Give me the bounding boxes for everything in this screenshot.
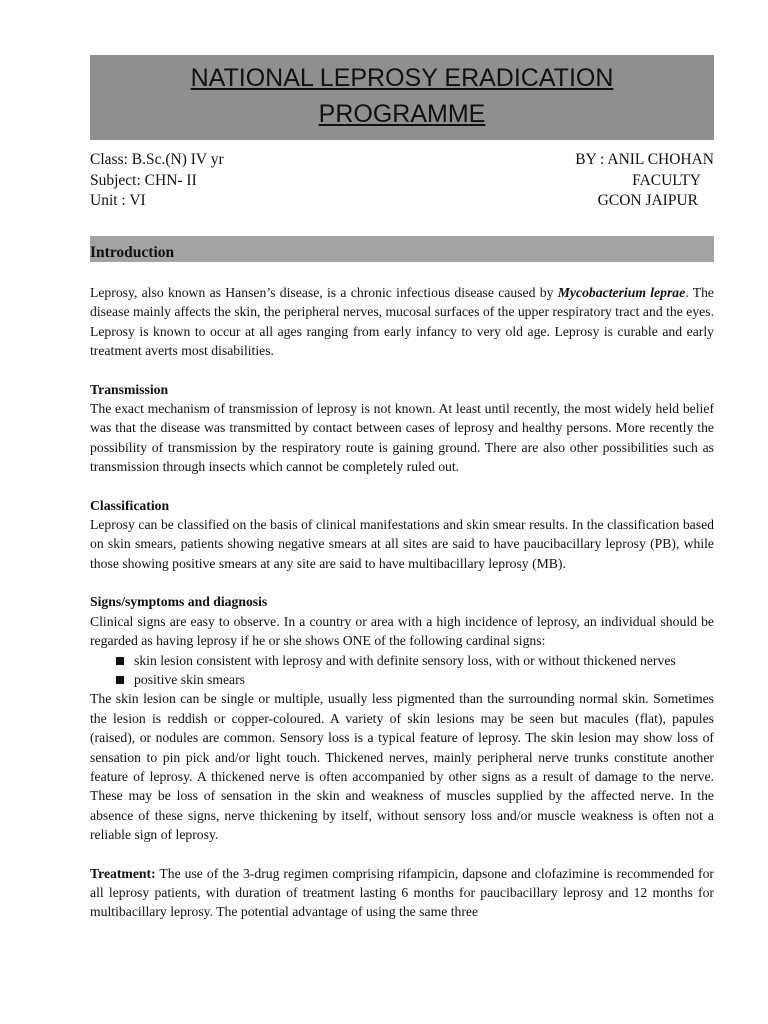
classification-heading: Classification [90,497,170,513]
subject-label: Subject: CHN- II [90,171,197,189]
treatment-text: The use of the 3-drug regimen comprising rifampicin, dapsone and clofazimine is recommended for all leprosy patients, with duration of treatment lasting 6 months for paucibacillary leprosy and 12 months for multibacillary leprosy. The potential advantage of using the same three [90,865,714,920]
bullet-square-icon [116,676,124,684]
document-meta [90,150,714,212]
document-title-line2: PROGRAMME [318,100,486,128]
role-label: FACULTY [632,171,701,189]
unit-label: Unit : VI [90,192,146,209]
list-item-text: positive skin smears [134,671,246,687]
bullet-square-icon [116,657,124,665]
intro-text-b: . The disease mainly affects the skin, the peripheral nerves, mucosal surfaces of the upper respiratory tract and the eyes. Leprosy is known to occur at all ages ranging from early infancy to very old age. Leprosy is curable and early treatment averts most disabilities. [90,285,714,359]
class-label: Class: B.Sc.(N) IV yr [90,151,224,168]
classification-paragraph: Leprosy can be classified on the basis of clinical manifestations and skin smear results. In the classification based on skin smears, patients showing negative smears at all sites are said to have paucibacillary leprosy (PB), while those showing positive smears at any site are said to have multibacillary leprosy (MB). [90,517,714,571]
introduction-paragraph [90,283,714,361]
organism-name: Mycobacterium leprae [557,285,686,300]
transmission-heading: Transmission [90,381,169,397]
cardinal-signs-list [90,651,714,690]
intro-text-a: Leprosy, also known as Hansen’s disease, is a chronic infectious disease caused by [90,285,558,300]
introduction-heading: Introduction [90,236,714,262]
signs-heading: Signs/symptoms and diagnosis [90,594,268,610]
list-item [90,651,714,670]
treatment-label: Treatment: [90,865,156,881]
organization-label: GCON JAIPUR [597,192,698,209]
treatment-paragraph [90,864,714,922]
list-item-text: skin lesion consistent with leprosy and with definite sensory loss, with or without thickened nerves [134,652,676,668]
list-item [90,670,714,689]
document-title-line1: NATIONAL LEPROSY ERADICATION [190,64,614,92]
signs-intro-paragraph: Clinical signs are easy to observe. In a country or area with a high incidence of leprosy, an individual should be regarded as having leprosy if he or she shows ONE of the following cardinal signs: [90,613,714,649]
document-body [90,283,714,922]
signs-paragraph: The skin lesion can be single or multiple, usually less pigmented than the surrounding normal skin. Sometimes the lesion is reddish or copper-coloured. A variety of skin lesions may be seen but macules (flat), papules (raised), or nodules are common. Sensory loss is a typical feature of leprosy. The skin lesion may show loss of sensation to pin pick and/or light touch. Thickened nerves, mainly peripheral nerve trunks constitute another feature of leprosy. A thickened nerve is often accompanied by other signs as a result of damage to the nerve. These may be loss of sensation in the skin and weakness of muscles supplied by the affected nerve. In the absence of these signs, nerve thickening by itself, without sensory loss and/or muscle weakness is often not a reliable sign of leprosy. [90,691,714,843]
title-banner [90,55,714,140]
transmission-paragraph: The exact mechanism of transmission of leprosy is not known. At least until recently, the most widely held belief was that the disease was transmitted by contact between cases of leprosy and healthy persons. More recently the possibility of transmission by the respiratory route is gaining ground. There are also other possibilities such as transmission through insects which cannot be completely ruled out. [90,401,714,475]
author-label: BY : ANIL CHOHAN [575,151,714,168]
